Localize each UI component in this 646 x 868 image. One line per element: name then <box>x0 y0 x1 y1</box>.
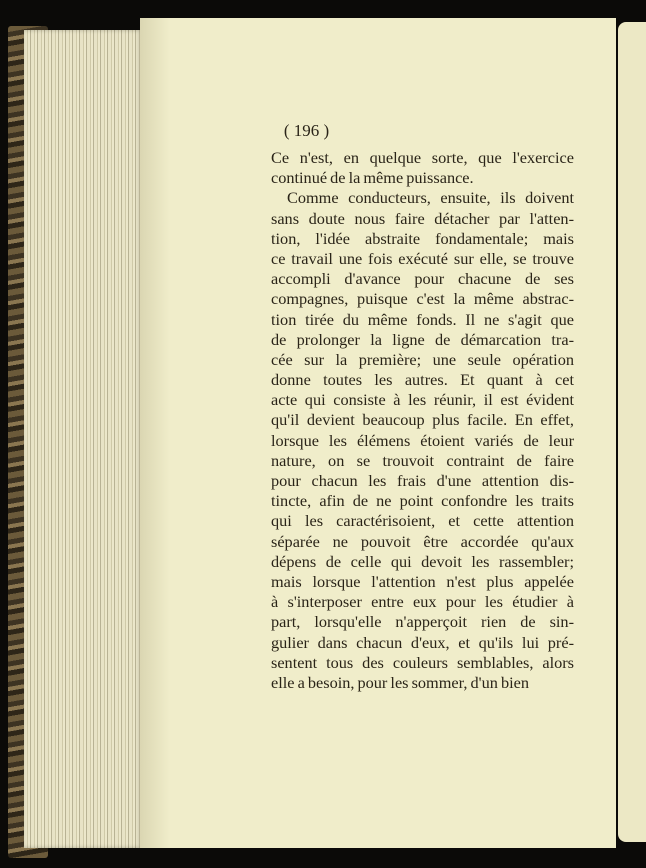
text-line: qui les caractérisoient, et cette attention <box>271 511 574 531</box>
text-line: part, lorsqu'elle n'apperçoit rien de sin- <box>271 612 574 632</box>
text-line: compagnes, puisque c'est la même abstrac- <box>271 289 574 309</box>
text-line: nature, on se trouvoit contraint de faire <box>271 450 574 470</box>
text-line: tion, l'idée abstraite fondamentale; mais <box>271 228 574 248</box>
text-line: dépens de celle qui devoit les rassembler; <box>271 551 574 571</box>
text-line: sentent tous des couleurs semblables, alors <box>271 652 574 672</box>
body-text <box>271 148 574 693</box>
text-line: sans doute nous faire détacher par l'atten- <box>271 208 574 228</box>
text-line: séparée ne pouvoit être accordée qu'aux <box>271 531 574 551</box>
text-line: à s'interposer entre eux pour les étudier à <box>271 592 574 612</box>
text-line: ce travail une fois exécuté sur elle, se trouve <box>271 248 574 268</box>
text-line: qu'il devient beaucoup plus facile. En effet, <box>271 410 574 430</box>
text-line: lorsque les élémens étoient variés de leur <box>271 430 574 450</box>
text-line: tincte, afin de ne point confondre les traits <box>271 491 574 511</box>
text-line: tion tirée du même fonds. Il ne s'agit que <box>271 309 574 329</box>
book-page <box>140 18 616 848</box>
page-number: ( 196 ) <box>283 121 330 140</box>
text-line: Comme conducteurs, ensuite, ils doivent <box>287 188 574 208</box>
page-stack-edge <box>24 30 142 848</box>
text-line: donne toutes les autres. Et quant à cet <box>271 370 574 390</box>
text-line: acte qui consiste à les réunir, il est évident <box>271 390 574 410</box>
text-line: Ce n'est, en quelque sorte, que l'exercice <box>271 148 574 167</box>
text-line: continué de la même puissance. <box>271 168 474 188</box>
text-line: cée sur la première; une seule opération <box>271 349 574 369</box>
text-line: de prolonger la ligne de démarcation tra- <box>271 329 574 349</box>
text-line: mais lorsque l'attention n'est plus appelée <box>271 571 574 591</box>
text-line: elle a besoin, pour les sommer, d'un bien <box>271 672 529 692</box>
text-line: gulier dans chacun d'eux, et qu'ils lui pré- <box>271 632 574 652</box>
text-line: accompli d'avance pour chacune de ses <box>271 269 574 289</box>
facing-page-edge <box>618 22 646 842</box>
text-line: pour chacun les frais d'une attention dis- <box>271 471 574 490</box>
